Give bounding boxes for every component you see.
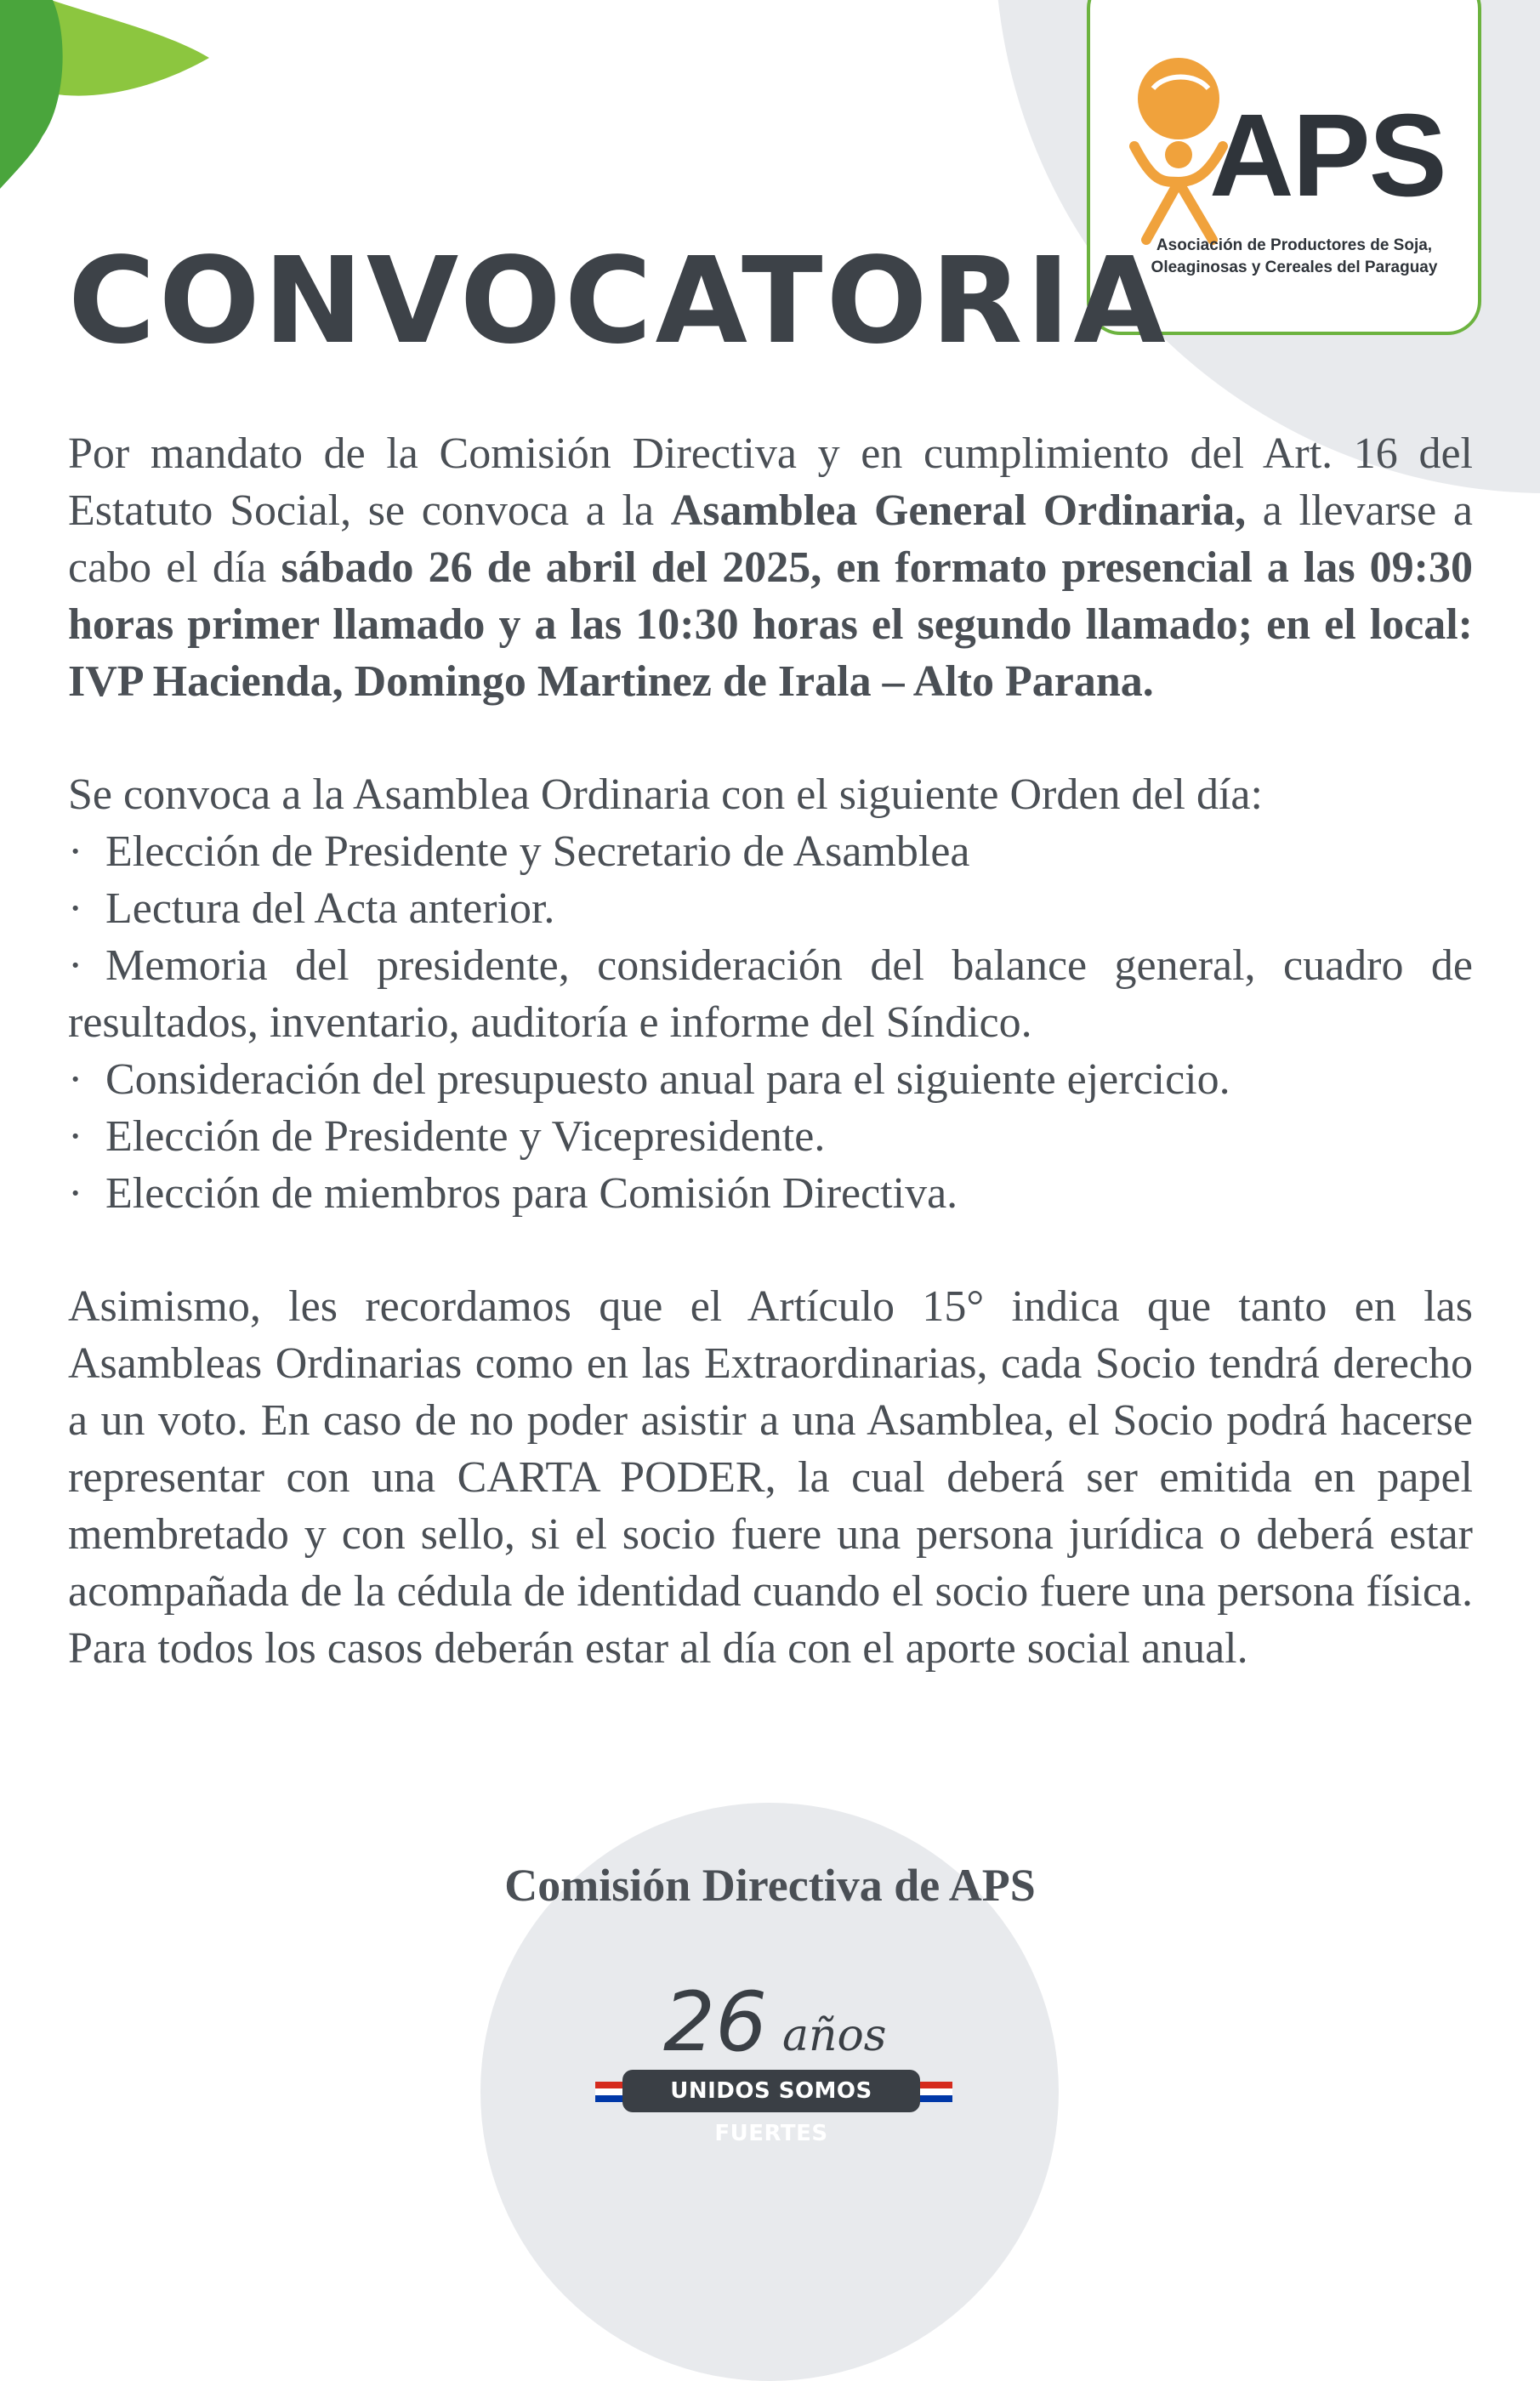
- intro-bold-1: Asamblea General Ordinaria,: [670, 486, 1247, 535]
- agenda-list: [68, 823, 1473, 1222]
- bullet-icon: ·: [68, 1055, 83, 1104]
- logo-subtitle: [1124, 235, 1464, 279]
- anniversary-badge: [587, 1975, 961, 2146]
- signature: Comisión Directiva de APS: [504, 1860, 1036, 1911]
- agenda-item-text: Elección de Presidente y Secretario de Asamblea: [105, 827, 970, 876]
- intro-bold-2: sábado 26 de abril del 2025, en formato presencial a las 09:30 horas primer llamado y a las 10:30 horas el segundo llamado; en el local: IVP Hacienda, Domingo Martinez de Irala – Alto Parana.: [68, 543, 1473, 706]
- badge-slogan: UNIDOS SOMOS FUERTES: [622, 2070, 920, 2112]
- logo-acronym: APS: [1209, 90, 1446, 221]
- agenda-item-text: Memoria del presidente, consideración del balance general, cuadro de resultados, inventario, auditoría e informe del Síndico.: [68, 941, 1473, 1047]
- bullet-icon: ·: [68, 941, 83, 990]
- intro-text-2: a llevarse a cabo el día: [68, 486, 1474, 592]
- badge-years-number: 26: [663, 1975, 768, 2070]
- agenda-item: [68, 880, 1473, 937]
- leaf-decoration-icon: [0, 0, 221, 196]
- intro-paragraph: [68, 425, 1473, 710]
- agenda-item-text: Elección de miembros para Comisión Directiva.: [105, 1169, 958, 1218]
- bullet-icon: ·: [68, 884, 83, 933]
- agenda-item: [68, 1108, 1473, 1165]
- agenda-intro: Se convoca a la Asamblea Ordinaria con el siguiente Orden del día:: [68, 770, 1263, 819]
- logo-subtitle-line2: Oleaginosas y Cereales del Paraguay: [1151, 259, 1438, 276]
- agenda-item-text: Elección de Presidente y Vicepresidente.: [105, 1112, 826, 1161]
- bullet-icon: ·: [68, 1169, 83, 1218]
- reminder-paragraph: Asimismo, les recordamos que el Artículo 15° indica que tanto en las Asambleas Ordinarias como en las Extraordinarias, cada Socio tendrá derecho a un voto. En caso de no poder asistir a una Asamblea, el Socio podrá hacerse representar con una CARTA PODER, la cual deberá ser emitida en papel membretado y con sello, si el socio fuere una persona jurídica o deberá estar acompañada de la cédula de identidad cuando el socio fuere una persona física. Para todos los casos deberán estar al día con el aporte social anual.: [68, 1282, 1473, 1673]
- intro-text-1: Por mandato de la Comisión Directiva y en cumplimiento del Art. 16 del Estatuto Social, se convoca a la: [68, 429, 1473, 535]
- agenda-item: [68, 1165, 1473, 1222]
- agenda-item: [68, 1051, 1473, 1108]
- bullet-icon: ·: [68, 827, 83, 876]
- bullet-icon: ·: [68, 1112, 83, 1161]
- agenda-item-text: Lectura del Acta anterior.: [105, 884, 555, 933]
- agenda-item: [68, 823, 1473, 880]
- agenda-item-text: Consideración del presupuesto anual para el siguiente ejercicio.: [105, 1055, 1230, 1104]
- page-title: CONVOCATORIA: [68, 232, 1169, 371]
- badge-years-word: años: [782, 2010, 887, 2061]
- agenda-item: [68, 937, 1473, 1051]
- logo-subtitle-line1: Asociación de Productores de Soja,: [1156, 236, 1433, 254]
- document-body: [68, 425, 1473, 1677]
